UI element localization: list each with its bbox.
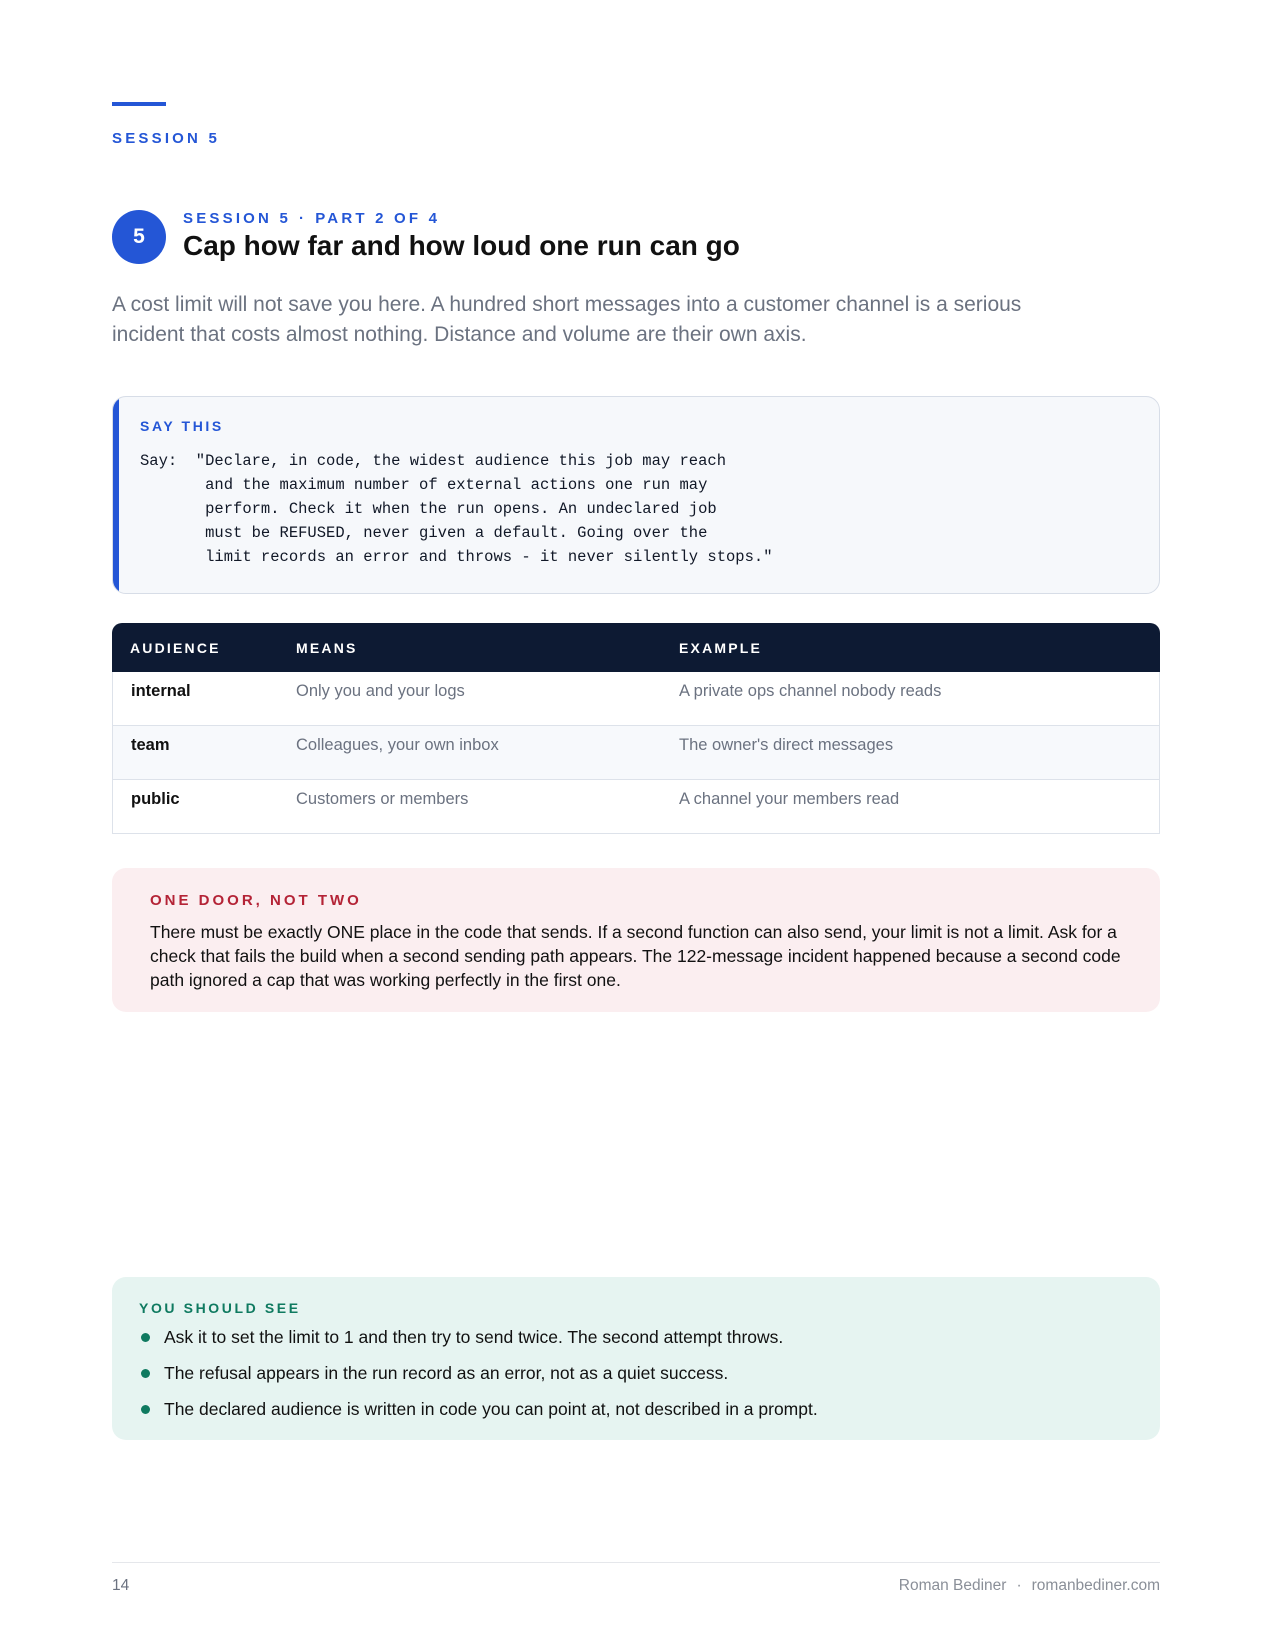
you-should-see-callout	[112, 1277, 1160, 1440]
list-item	[139, 1325, 818, 1361]
eyebrow-part: PART 2 OF 4	[315, 210, 441, 227]
say-this-script: Say: "Declare, in code, the widest audience this job may reach and the maximum number of external actions one run may perform. Check it when the run opens. An undeclared job must be REFUSED, never given a default. Going over the limit records an error and throws - it never silently stops."	[140, 452, 773, 566]
example-cell: A private ops channel nobody reads	[661, 672, 1160, 726]
column-header-audience: AUDIENCE	[112, 623, 278, 672]
step-eyebrow	[183, 210, 440, 227]
lede-paragraph: A cost limit will not save you here. A hundred short messages into a customer channel is a serious incident that costs almost nothing. Distance and volume are their own axis.	[112, 293, 1022, 346]
section-label: SESSION 5	[112, 130, 220, 147]
means-cell: Colleagues, your own inbox	[278, 726, 661, 780]
warning-text: There must be exactly ONE place in the code that sends. If a second function can also send, your limit is not a limit. Ask for a check that fails the build when a second sending path appears. The 122-message incident happened because a second code path ignored a cap that was working perfectly in the first one.	[150, 922, 1121, 990]
audience-table	[112, 623, 1160, 834]
callout-accent-bar	[113, 397, 119, 593]
expected-results-list	[139, 1325, 818, 1433]
audience-cell: public	[112, 780, 278, 834]
say-this-label: SAY THIS	[140, 418, 224, 434]
warning-label: ONE DOOR, NOT TWO	[150, 892, 362, 909]
list-item-text: Ask it to set the limit to 1 and then try to send twice. The second attempt throws.	[164, 1327, 784, 1347]
column-header-example: EXAMPLE	[661, 623, 1160, 672]
bullet-dot-icon	[141, 1405, 150, 1414]
column-header-means: MEANS	[278, 623, 661, 672]
means-cell: Only you and your logs	[278, 672, 661, 726]
footer-author: Roman Bediner	[898, 1577, 1007, 1594]
bullet-dot-icon	[141, 1369, 150, 1378]
footer-site-link[interactable]: romanbediner.com	[1031, 1577, 1160, 1594]
say-this-callout	[112, 396, 1160, 594]
accent-rule	[112, 102, 166, 106]
footer-divider	[112, 1562, 1160, 1563]
table-row	[112, 672, 1160, 726]
list-item-text: The declared audience is written in code you can point at, not described in a prompt.	[164, 1399, 818, 1419]
eyebrow-separator: ·	[299, 210, 308, 227]
you-should-see-label: YOU SHOULD SEE	[139, 1300, 301, 1316]
footer-credit	[899, 1577, 1160, 1595]
list-item-text: The refusal appears in the run record as an error, not as a quiet success.	[164, 1363, 729, 1383]
means-cell: Customers or members	[278, 780, 661, 834]
table-header-row	[112, 623, 1160, 672]
table-row	[112, 726, 1160, 780]
example-cell: A channel your members read	[661, 780, 1160, 834]
list-item	[139, 1361, 818, 1397]
page-number: 14	[112, 1577, 130, 1594]
audience-cell: team	[112, 726, 278, 780]
bullet-dot-icon	[141, 1333, 150, 1342]
step-number-badge: 5	[112, 210, 166, 264]
footer-separator: ·	[1016, 1577, 1022, 1594]
list-item	[139, 1397, 818, 1433]
warning-callout	[112, 868, 1160, 1012]
example-cell: The owner's direct messages	[661, 726, 1160, 780]
audience-cell: internal	[112, 672, 278, 726]
table-row	[112, 780, 1160, 834]
eyebrow-session: SESSION 5	[183, 210, 291, 227]
page-title: Cap how far and how loud one run can go	[183, 230, 740, 261]
